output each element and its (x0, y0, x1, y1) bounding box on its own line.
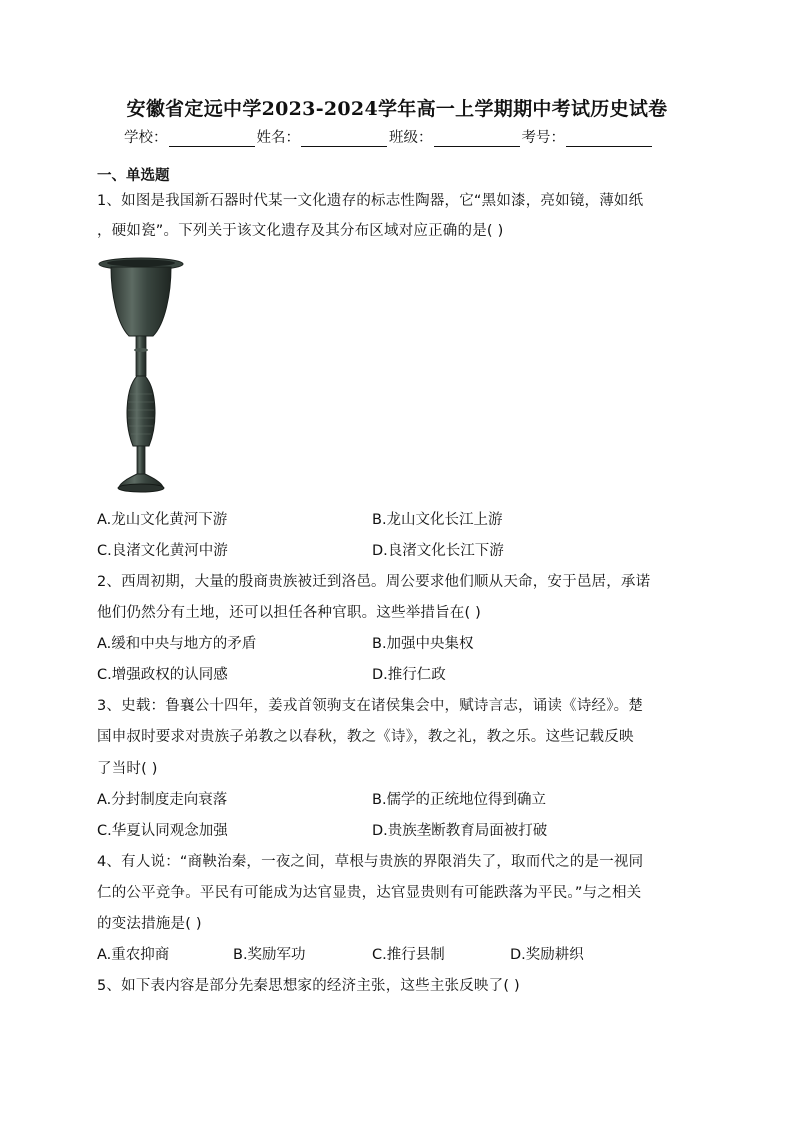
question-3-line-3: 了当时( ) (97, 761, 158, 777)
question-4-option-b[interactable]: B.奖励军功 (233, 947, 306, 963)
question-1-line-1: 1、如图是我国新石器时代某一文化遗存的标志性陶器，它“黑如漆，亮如镜，薄如纸 (97, 193, 644, 209)
question-3-line-2: 国申叔时要求对贵族子弟教之以春秋，教之《诗》，教之礼，教之乐。这些记载反映 (97, 729, 634, 745)
question-4-line-2: 仁的公平竞争。平民有可能成为达官显贵，达官显贵则有可能跌落为平民。”与之相关 (97, 885, 642, 901)
school-label: 学校： (124, 130, 168, 146)
exam-title: 安徽省定远中学2023-2024学年高一上学期期中考试历史试卷 (126, 98, 668, 120)
question-5-line-1: 5、如下表内容是部分先秦思想家的经济主张，这些主张反映了( ) (97, 978, 520, 994)
student-info-line (124, 126, 654, 147)
question-4-option-d[interactable]: D.奖励耕织 (510, 947, 584, 963)
number-blank[interactable] (566, 130, 652, 147)
number-label: 考号： (521, 130, 565, 146)
question-4-line-1: 4、有人说：“商鞅治秦，一夜之间，草根与贵族的界限消失了，取而代之的是一视同 (97, 854, 644, 870)
question-2-option-b[interactable]: B.加强中央集权 (372, 636, 474, 652)
question-2-option-d[interactable]: D.推行仁政 (372, 667, 446, 683)
question-4-line-3: 的变法措施是( ) (97, 916, 202, 932)
name-blank[interactable] (301, 130, 387, 147)
question-2-option-a[interactable]: A.缓和中央与地方的矛盾 (97, 636, 257, 652)
black-pottery-goblet-image (97, 254, 187, 496)
section-title: 一、单选题 (97, 168, 170, 184)
question-1-option-b[interactable]: B.龙山文化长江上游 (372, 512, 503, 528)
class-blank[interactable] (434, 130, 520, 147)
class-label: 班级： (389, 130, 433, 146)
question-4-option-a[interactable]: A.重农抑商 (97, 947, 170, 963)
question-2-line-1: 2、西周初期，大量的殷商贵族被迁到洛邑。周公要求他们顺从天命，安于邑居，承诺 (97, 574, 651, 590)
question-3-line-1: 3、史载：鲁襄公十四年，姜戎首领驹支在诸侯集会中，赋诗言志，诵读《诗经》。楚 (97, 698, 644, 714)
question-4-option-c[interactable]: C.推行县制 (372, 947, 445, 963)
question-3-option-d[interactable]: D.贵族垄断教育局面被打破 (372, 823, 548, 839)
school-blank[interactable] (169, 130, 255, 147)
question-1-option-d[interactable]: D.良渚文化长江下游 (372, 543, 504, 559)
name-label: 姓名： (256, 130, 300, 146)
question-3-option-b[interactable]: B.儒学的正统地位得到确立 (372, 792, 547, 808)
question-1-option-a[interactable]: A.龙山文化黄河下游 (97, 512, 228, 528)
question-1-option-c[interactable]: C.良渚文化黄河中游 (97, 543, 228, 559)
question-2-line-2: 他们仍然分有土地，还可以担任各种官职。这些举措旨在( ) (97, 605, 482, 621)
question-2-option-c[interactable]: C.增强政权的认同感 (97, 667, 228, 683)
question-1-line-2: ，硬如瓷”。下列关于该文化遗存及其分布区域对应正确的是( ) (97, 223, 504, 239)
question-3-option-a[interactable]: A.分封制度走向衰落 (97, 792, 228, 808)
question-3-option-c[interactable]: C.华夏认同观念加强 (97, 823, 228, 839)
